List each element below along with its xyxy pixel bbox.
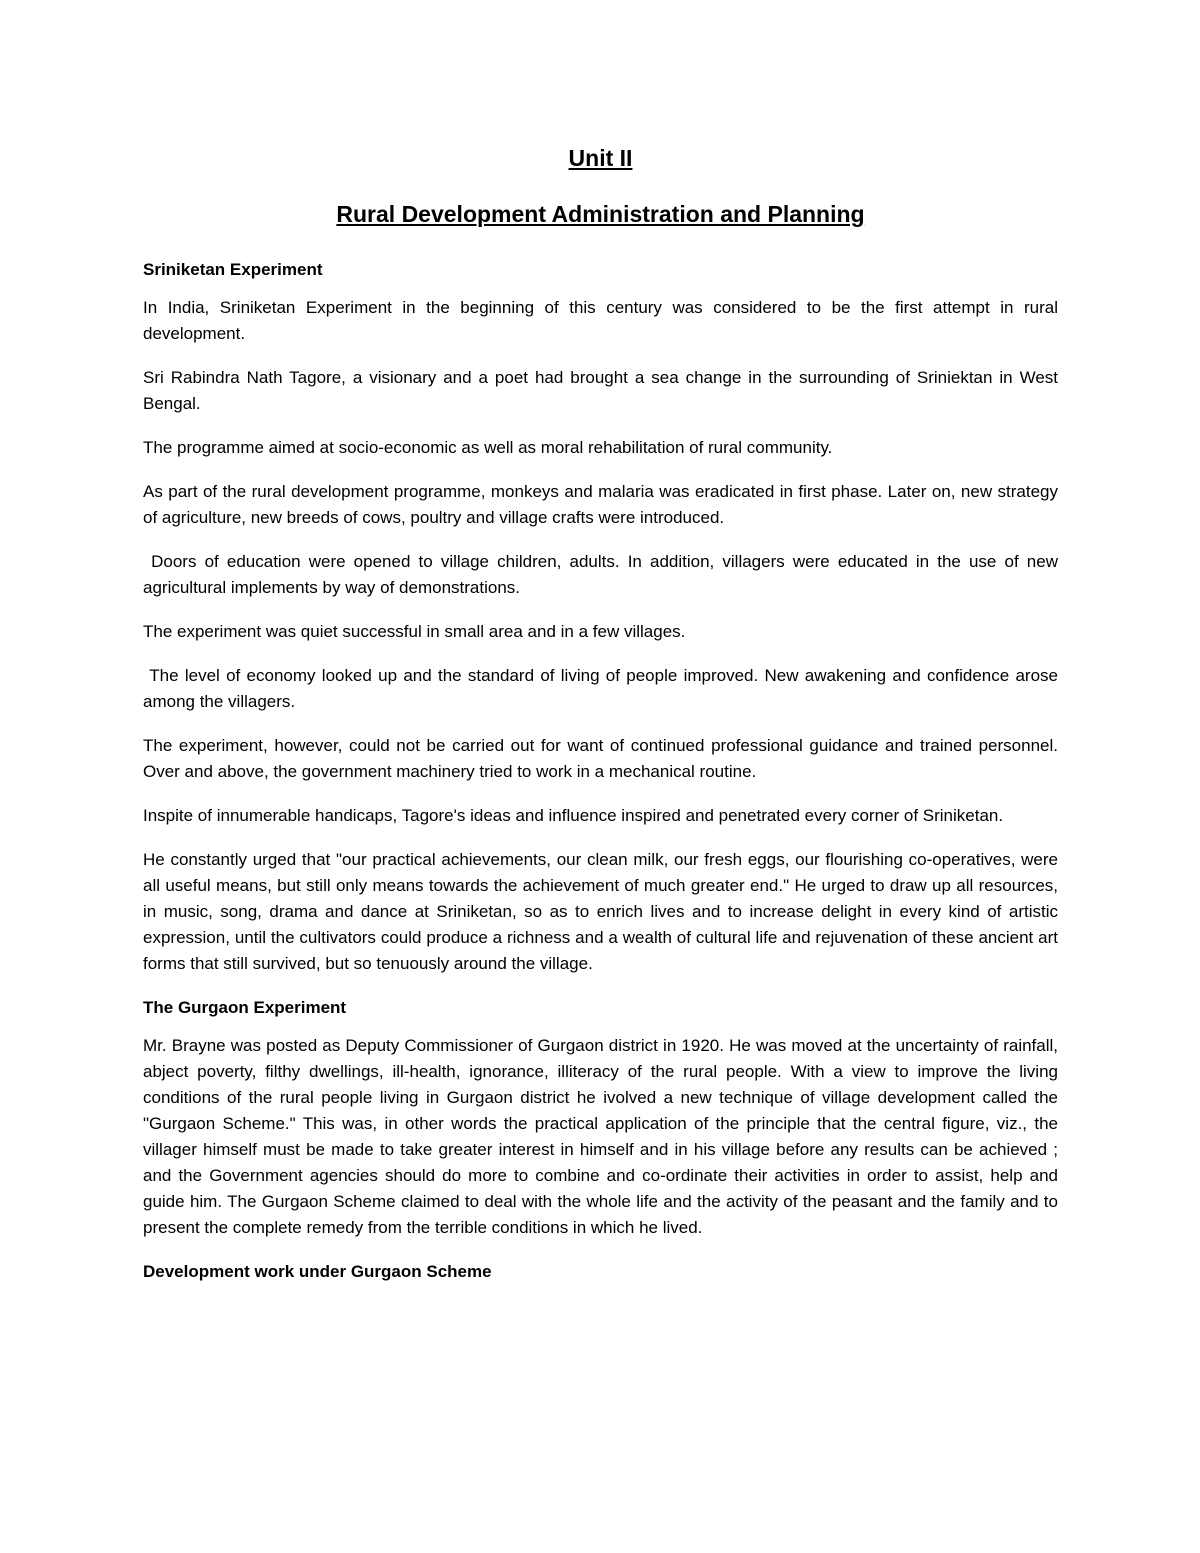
paragraph: As part of the rural development programme, monkeys and malaria was eradicated in first phase. Later on, new strategy of agriculture, new breeds of cows, poultry and village crafts were introduced. xyxy=(143,482,1058,527)
section-heading-sriniketan: Sriniketan Experiment xyxy=(143,260,323,279)
paragraph: Inspite of innumerable handicaps, Tagore's ideas and influence inspired and penetrated every corner of Sriniketan. xyxy=(143,806,1004,825)
paragraph: Sri Rabindra Nath Tagore, a visionary and a poet had brought a sea change in the surrounding of Sriniektan in West Bengal. xyxy=(143,368,1058,413)
document-title: Rural Development Administration and Planning xyxy=(336,201,865,227)
paragraph: Doors of education were opened to village children, adults. In addition, villagers were educated in the use of new agricultural implements by way of demonstrations. xyxy=(143,552,1063,597)
unit-title: Unit II xyxy=(568,145,633,171)
section-heading-gurgaon: The Gurgaon Experiment xyxy=(143,998,347,1017)
section-heading-development-work: Development work under Gurgaon Scheme xyxy=(143,1262,492,1281)
paragraph: The programme aimed at socio-economic as well as moral rehabilitation of rural community. xyxy=(143,438,833,457)
document-body xyxy=(143,143,1063,1297)
paragraph: The level of economy looked up and the standard of living of people improved. New awakening and confidence arose among the villagers. xyxy=(143,666,1063,711)
paragraph: The experiment, however, could not be carried out for want of continued professional guidance and trained personnel. Over and above, the government machinery tried to work in a mechanical routine. xyxy=(143,736,1058,781)
paragraph: In India, Sriniketan Experiment in the beginning of this century was considered to be the first attempt in rural development. xyxy=(143,298,1058,343)
paragraph: The experiment was quiet successful in small area and in a few villages. xyxy=(143,622,686,641)
paragraph: He constantly urged that "our practical achievements, our clean milk, our fresh eggs, our flourishing co-operatives, were all useful means, but still only means towards the achievement of much greater end." He urged to draw up all resources, in music, song, drama and dance at Sriniketan, so as to enrich lives and to increase delight in every kind of artistic expression, until the cultivators could produce a richness and a wealth of cultural life and rejuvenation of these ancient art forms that still survived, but so tenuously around the village. xyxy=(143,850,1058,973)
paragraph: Mr. Brayne was posted as Deputy Commissioner of Gurgaon district in 1920. He was moved at the uncertainty of rainfall, abject poverty, filthy dwellings, ill-health, ignorance, illiteracy of the rural people. With a view to improve the living conditions of the rural people living in Gurgaon district he ivolved a new technique of village development called the "Gurgaon Scheme." This was, in other words the practical application of the principle that the central figure, viz., the villager himself must be made to take greater interest in himself and in his village before any results can be achieved ; and the Government agencies should do more to combine and co-ordinate their activities in order to assist, help and guide him. The Gurgaon Scheme claimed to deal with the whole life and the activity of the peasant and the family and to present the complete remedy from the terrible conditions in which he lived. xyxy=(143,1036,1058,1237)
